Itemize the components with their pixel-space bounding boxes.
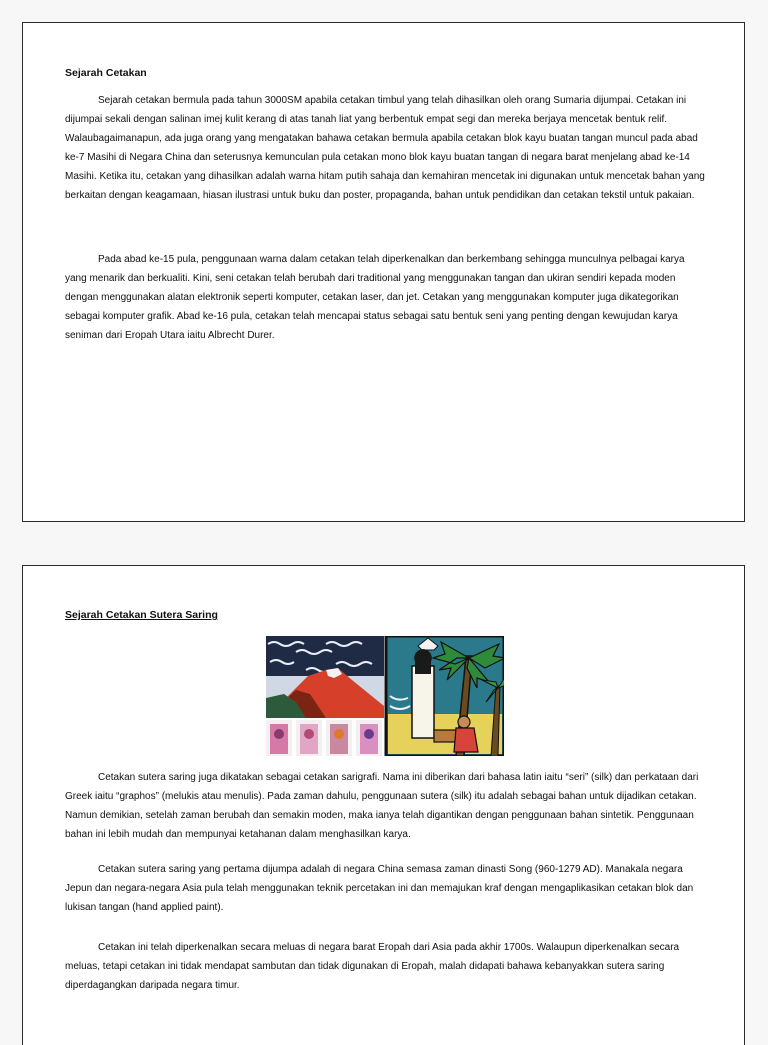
artwork-illustration (266, 636, 504, 756)
paragraph: Sejarah cetakan bermula pada tahun 3000SM apabila cetakan timbul yang telah dihasilkan oleh orang Sumaria dijumpai. Cetakan ini dijumpai sekali dengan salinan imej kulit kerang di atas tanah liat yang berbentuk empat segi dan mereka berjaya mencetak bentuk relif. Walaubagaimanapun, ada juga orang yang mengatakan bahawa cetakan bermula apabila cetakan blok kayu buatan tangan muncul pada abad ke-7 Masihi di Negara China dan seterusnya kemunculan pula cetakan mono blok kayu buatan tangan di negara barat menjelang abad ke-14 Masihi. Ketika itu, cetakan yang dihasilkan adalah warna hitam putih sahaja dan kemahiran mencetak ini digunakan untuk mencetak bahan yang berkaitan dengan keagamaan, hiasan ilustrasi untuk buku dan poster, propaganda, bahan untuk pendidikan dan cetakan tekstil untuk pakaian. (65, 95, 705, 201)
red-mountain-print (266, 636, 384, 718)
paragraph: Cetakan sutera saring yang pertama dijumpa adalah di negara China semasa zaman dinasti Song (960-1279 AD). Manakala negara Jepun dan negara-negara Asia pula telah menggunakan teknik percetakan ini dan memajukan kraf dengan mengaplikasikan cetakan blok dan lukisan tangan (hand applied paint). (65, 864, 694, 913)
document-page-2 (22, 565, 745, 1045)
page-1-heading: Sejarah Cetakan (65, 67, 147, 79)
pop-art-tiles (266, 720, 382, 756)
tropical-figure-print (386, 636, 504, 756)
paragraph: Pada abad ke-15 pula, penggunaan warna dalam cetakan telah diperkenalkan dan berkembang sehingga munculnya pelbagai karya yang menarik dan berkualiti. Kini, seni cetakan telah berubah dari traditional yang menggunakan tangan dan ukiran sendiri kepada moden dengan menggunakan alatan elektronik seperti komputer, cetakan laser, dan jet. Cetakan yang menggunakan komputer juga dikategorikan sebagai komputer grafik. Abad ke-16 pula, cetakan telah mencapai status sebagai satu bentuk seni yang penting dengan kewujudan karya seniman dari Eropah Utara iaitu Albrecht Durer. (65, 254, 685, 341)
paragraph: Cetakan sutera saring juga dikatakan sebagai cetakan sarigrafi. Nama ini diberikan dari bahasa latin iaitu “seri” (silk) dan perkataan dari Greek iaitu “graphos” (melukis atau menulis). Pada zaman dahulu, penggunaan sutera (silk) itu adalah sebagai bahan untuk dijadikan cetakan. Namun demikian, setelah zaman berubah dan semakin moden, maka ianya telah digantikan dengan penggunaan bahan sintetik. Penggunaan bahan ini lebih mudah dan mempunyai ketahanan dalam menghasilkan karya. (65, 772, 699, 840)
paragraph: Cetakan ini telah diperkenalkan secara meluas di negara barat Eropah dari Asia pada akhir 1700s. Walaupun diperkenalkan secara meluas, tetapi cetakan ini tidak mendapat sambutan dan tidak digunakan di Eropah, malah didapati bahawa kebanyakkan sutera saring diperdagangkan daripada negara timur. (65, 942, 680, 991)
document-page-1 (22, 22, 745, 522)
page-2-heading: Sejarah Cetakan Sutera Saring (65, 609, 218, 621)
silkscreen-artwork-figure (266, 636, 504, 756)
